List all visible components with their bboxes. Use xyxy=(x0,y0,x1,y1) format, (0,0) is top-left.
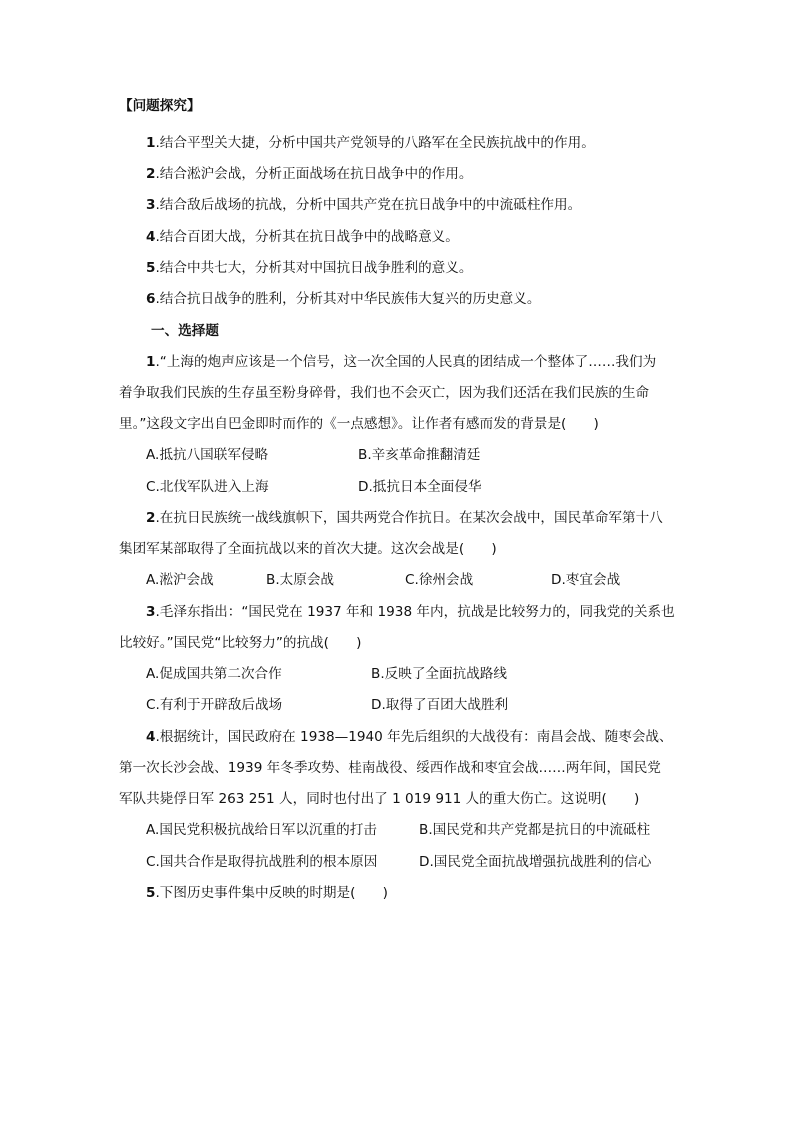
q1-option-c: C.北伐军队进入上海 xyxy=(146,479,269,495)
question-text: .毛泽东指出：“国民党在 1937 年和 1938 年内，抗战是比较努力的，同我党的关系也 xyxy=(155,604,675,620)
question-1-line-1 xyxy=(146,353,656,371)
question-3-line-1 xyxy=(146,603,675,621)
q2-option-a: A.淞沪会战 xyxy=(146,572,214,588)
question-4-line-1 xyxy=(146,728,673,746)
question-number: 3 xyxy=(146,604,156,620)
item-number: 1 xyxy=(146,135,156,151)
q1-option-b: B.辛亥革命推翻清廷 xyxy=(358,447,481,463)
item-number: 3 xyxy=(146,197,156,213)
question-number: 4 xyxy=(146,729,156,745)
q2-option-b: B.太原会战 xyxy=(266,572,335,588)
inquiry-item-1 xyxy=(146,134,595,152)
question-3-line-2: 比较好。”国民党“比较努力”的抗战( ) xyxy=(119,635,362,651)
inquiry-item-2 xyxy=(146,165,472,183)
item-number: 6 xyxy=(146,291,156,307)
q4-option-c: C.国共合作是取得抗战胜利的根本原因 xyxy=(146,854,378,870)
inquiry-item-3 xyxy=(146,196,581,214)
q1-option-a: A.抵抗八国联军侵略 xyxy=(146,447,269,463)
item-text: .结合中共七大，分析其对中国抗日战争胜利的意义。 xyxy=(155,260,473,276)
item-text: .结合百团大战，分析其在抗日战争中的战略意义。 xyxy=(155,229,459,245)
question-4-line-2: 第一次长沙会战、1939 年冬季攻势、桂南战役、绥西作战和枣宜会战……两年间，国民党 xyxy=(119,760,661,776)
item-number: 5 xyxy=(146,260,156,276)
item-number: 2 xyxy=(146,166,156,182)
question-2-line-1 xyxy=(146,509,663,527)
q3-option-b: B.反映了全面抗战路线 xyxy=(371,666,507,682)
inquiry-item-5 xyxy=(146,259,472,277)
item-text: .结合敌后战场的抗战，分析中国共产党在抗日战争中的中流砥柱作用。 xyxy=(155,197,582,213)
question-2-line-2: 集团军某部取得了全面抗战以来的首次大捷。这次会战是( ) xyxy=(119,541,497,557)
q1-option-d: D.抵抗日本全面侵华 xyxy=(358,479,482,495)
choice-heading: 一、选择题 xyxy=(151,323,219,339)
q3-option-c: C.有利于开辟敌后战场 xyxy=(146,697,283,713)
inquiry-item-6 xyxy=(146,290,540,308)
question-text: .根据统计，国民政府在 1938—1940 年先后组织的大战役有：南昌会战、随枣会战、 xyxy=(155,729,673,745)
question-1-line-2: 着争取我们民族的生存虽至粉身碎骨，我们也不会灭亡，因为我们还活在我们民族的生命 xyxy=(119,385,650,401)
question-text: .“上海的炮声应该是一个信号，这一次全国的人民真的团结成一个整体了……我们为 xyxy=(155,354,657,370)
item-number: 4 xyxy=(146,229,156,245)
q3-option-d: D.取得了百团大战胜利 xyxy=(371,697,509,713)
question-4-line-3: 军队共毙俘日军 263 251 人，同时也付出了 1 019 911 人的重大伤亡。这说明( ) xyxy=(119,791,640,807)
q4-option-a: A.国民党积极抗战给日军以沉重的打击 xyxy=(146,822,377,838)
q4-option-d: D.国民党全面抗战增强抗战胜利的信心 xyxy=(419,854,652,870)
question-text: .在抗日民族统一战线旗帜下，国共两党合作抗日。在某次会战中，国民革命军第十八 xyxy=(155,510,663,526)
q2-option-c: C.徐州会战 xyxy=(405,572,474,588)
section-heading: 【问题探究】 xyxy=(119,98,201,114)
question-text: .下图历史事件集中反映的时期是( ) xyxy=(155,885,388,901)
inquiry-item-4 xyxy=(146,228,459,246)
q3-option-a: A.促成国共第二次合作 xyxy=(146,666,282,682)
question-5-line-1 xyxy=(146,884,388,902)
item-text: .结合平型关大捷，分析中国共产党领导的八路军在全民族抗战中的作用。 xyxy=(155,135,595,151)
question-number: 1 xyxy=(146,354,156,370)
item-text: .结合淞沪会战，分析正面战场在抗日战争中的作用。 xyxy=(155,166,473,182)
question-number: 2 xyxy=(146,510,156,526)
item-text: .结合抗日战争的胜利，分析其对中华民族伟大复兴的历史意义。 xyxy=(155,291,541,307)
q4-option-b: B.国民党和共产党都是抗日的中流砥柱 xyxy=(419,822,651,838)
q2-option-d: D.枣宜会战 xyxy=(551,572,621,588)
question-1-line-3: 里。”这段文字出自巴金即时而作的《一点感想》。让作者有感而发的背景是( ) xyxy=(119,416,599,432)
question-number: 5 xyxy=(146,885,156,901)
